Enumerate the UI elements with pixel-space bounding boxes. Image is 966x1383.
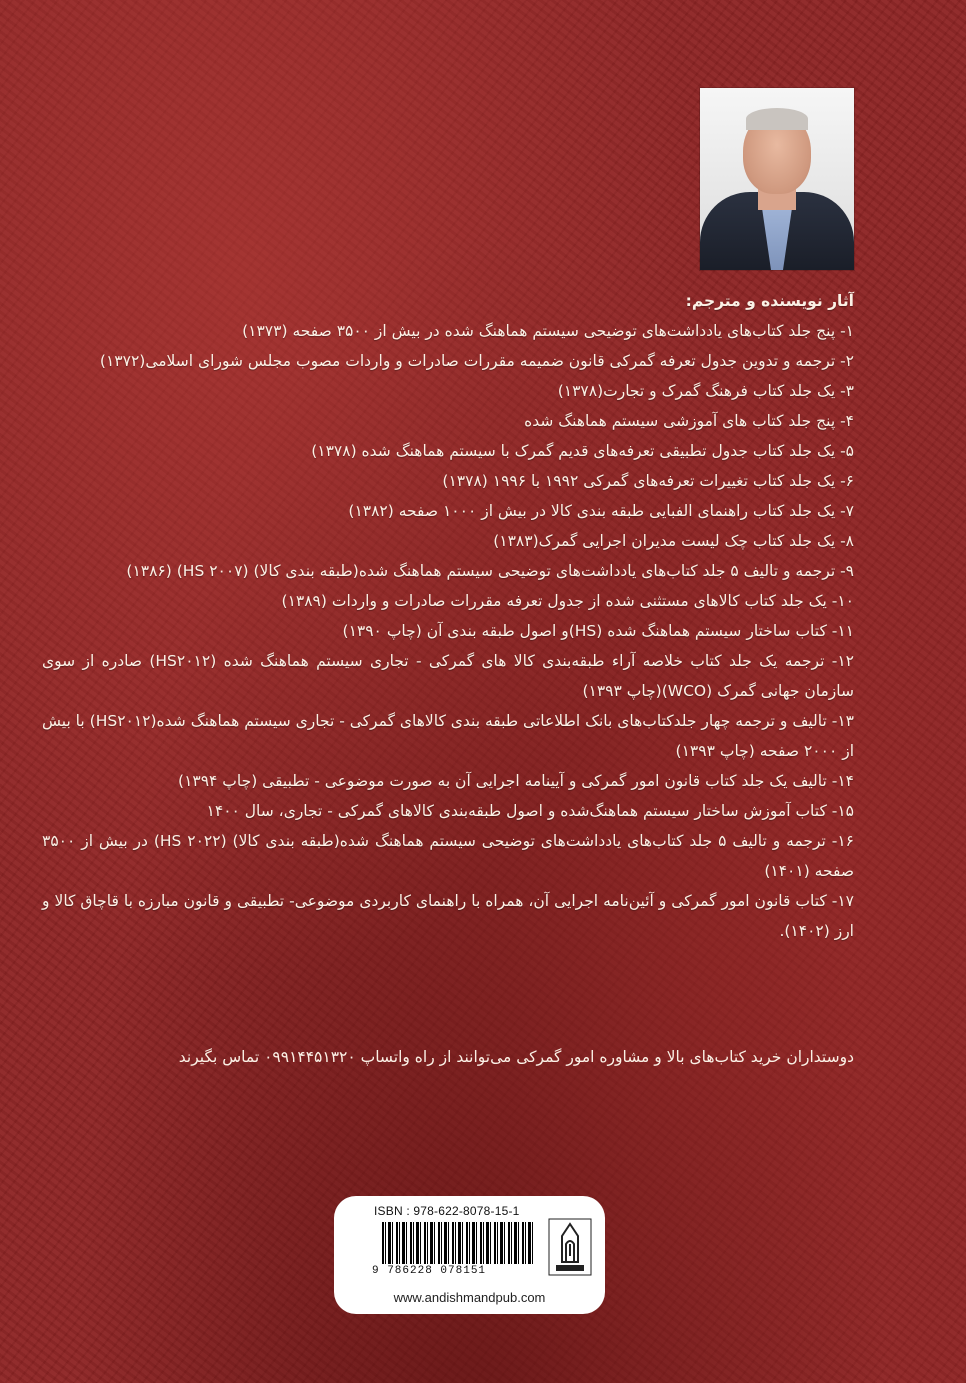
work-item: ۴- پنج جلد کتاب های آموزشی سیستم هماهنگ شده (524, 412, 854, 430)
work-item: ۸- یک جلد کتاب چک لیست مدیران اجرایی گمرک(۱۳۸۳) (493, 532, 854, 550)
work-item: ۵- یک جلد کتاب جدول تطبیقی تعرفه‌های قدیم گمرک با سیستم هماهنگ شده (۱۳۷۸) (311, 442, 854, 460)
works-section (42, 286, 854, 946)
isbn-label: ISBN : 978-622-8078-15-1 (374, 1204, 520, 1218)
works-list (42, 316, 854, 946)
work-item: ۱۳- تالیف و ترجمه چهار جلدکتاب‌های بانک اطلاعاتی طبقه بندی کالاهای گمرکی - تجاری سیستم هماهنگ شده(HS۲۰۱۲) با بیش از ۲۰۰۰ صفحه (چاپ ۱۳۹۳) (42, 712, 854, 760)
work-item: ۱۱- کتاب ساختار سیستم هماهنگ شده (HS)و اصول طبقه بندی آن (چاپ ۱۳۹۰) (342, 622, 854, 640)
isbn-box (334, 1196, 605, 1314)
author-hair (746, 108, 808, 130)
work-item: ۹- ترجمه و تالیف ۵ جلد کتاب‌های یادداشت‌های توضیحی سیستم هماهنگ شده(طبقه بندی کالا) (HS ۲۰۰۷) (۱۳۸۶) (126, 562, 854, 580)
author-photo (700, 88, 854, 270)
work-item: ۱- پنج جلد کتاب‌های یادداشت‌های توضیحی سیستم هماهنگ شده در بیش از ۳۵۰۰ صفحه (۱۳۷۳) (242, 322, 854, 340)
barcode (382, 1222, 536, 1264)
work-item: ۳- یک جلد کتاب فرهنگ گمرک و تجارت(۱۳۷۸) (557, 382, 854, 400)
work-item: ۶- یک جلد کتاب تغییرات تعرفه‌های گمرکی ۱۹۹۲ با ۱۹۹۶ (۱۳۷۸) (442, 472, 854, 490)
work-item: ۱۴- تالیف یک جلد کتاب قانون امور گمرکی و آیینامه اجرایی آن به صورت موضوعی - تطبیقی (چاپ ۱۳۹۴) (178, 772, 854, 790)
barcode-digits: 9 786228 078151 (372, 1265, 487, 1277)
work-item: ۱۲- ترجمه یک جلد کتاب خلاصه آراء طبقه‌بندی کالا های گمرکی - تجاری سیستم هماهنگ شده (HS۲۰۱۲) صادره از سوی سازمان جهانی گمرک (WCO)(چاپ ۱۳۹۳) (42, 652, 855, 700)
publisher-logo-icon (548, 1218, 592, 1276)
work-item: ۱۶- ترجمه و تالیف ۵ جلد کتاب‌های یادداشت‌های توضیحی سیستم هماهنگ شده(طبقه بندی کالا) (HS ۲۰۲۲) در بیش از ۳۵۰۰ صفحه (۱۴۰۱) (42, 832, 854, 880)
work-item: ۷- یک جلد کتاب راهنمای الفبایی طبقه بندی کالا در بیش از ۱۰۰۰ صفحه (۱۳۸۲) (348, 502, 854, 520)
work-item: ۱۵- کتاب آموزش ساختار سیستم هماهنگ‌شده و اصول طبقه‌بندی کالاهای گمرکی - تجاری، سال ۱۴۰۰ (206, 802, 854, 820)
work-item: ۲- ترجمه و تدوین جدول تعرفه گمرکی قانون ضمیمه مقررات صادرات و واردات مصوب مجلس شورای اسلامی(۱۳۷۲) (99, 352, 854, 370)
website-link: www.andishmandpub.com (393, 1290, 546, 1305)
contact-note: دوستداران خرید کتاب‌های بالا و مشاوره امور گمرکی می‌توانند از راه واتساپ ۰۹۹۱۴۴۵۱۳۲۰ تماس بگیرند (178, 1048, 854, 1066)
work-item: ۱۰- یک جلد کتاب کالاهای مستثنی شده از جدول تعرفه مقررات صادرات و واردات (۱۳۸۹) (281, 592, 854, 610)
works-heading: آثار نویسنده و مترجم: (685, 292, 854, 310)
work-item: ۱۷- کتاب قانون امور گمرکی و آئین‌نامه اجرایی آن، همراه با راهنمای کاربردی موضوعی- تطبیقی و قانون مبارزه با قاچاق کالا و ارز (۱۴۰۲). (42, 892, 854, 940)
